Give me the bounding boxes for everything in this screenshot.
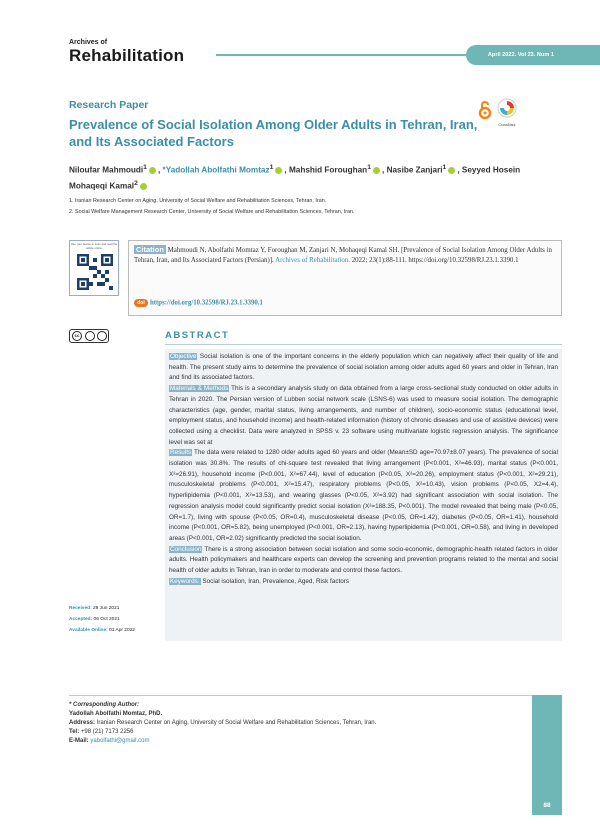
corresponding-divider — [69, 695, 562, 696]
nc-icon — [97, 331, 107, 341]
orcid-icon[interactable] — [140, 183, 147, 190]
corresponding-heading: * Corresponding Author: — [69, 702, 140, 708]
online-date — [69, 625, 135, 636]
citation-body: Mahmoudi N, Abolfathi Momtaz Y, Foroughan M, Zanjari N, Mohaqeqi Kamal SH. [Prevalence of Social Isolation Among Older Adults in Tehran, Iran, and Its Associated Factors (Persian)]. — [134, 247, 552, 264]
tel-label: Tel: — [69, 729, 80, 735]
objective-text: Social isolation is one of the important concerns in the elderly population which can negatively affect their quality of life and health. The present study aims to determine the prevalence of social isolation among older adults aged 60 years and older in Tehran, Iran and find its associated factors. — [169, 353, 558, 382]
qr-code-box[interactable] — [69, 240, 119, 296]
citation-text — [134, 245, 556, 265]
abstract-text — [169, 352, 558, 587]
open-access-icon[interactable] — [478, 100, 492, 120]
page-number: 88 — [532, 797, 562, 815]
author-list: Niloufar Mahmoudi$^1$ , *Yadollah Abolfathi Momtaz$^1$ , Mahshid Foroughan$^1$ , Nasibe Zanjari$^1$ , Seyyed Hosein Mohaqeqi Kamal$^2$ — [69, 164, 521, 191]
email-link[interactable]: yabolfathi@gmail.com — [90, 738, 150, 744]
address-value: Iranian Research Center on Aging, University of Social Welfare and Rehabilitation Sciences, Tehran, Iran. — [96, 720, 377, 726]
results-text: The data were related to 1280 older adults aged 60 years and older (Mean±SD age=70.97±8.07 years). The prevalence of social isolation was 30.8%. The results of chi-square test revealed that living arrangement (P<0.001, X²=46.93), marital status (P<0.001, X²=26.91), household income (P<0.001, X²=67.44), level of education (P<0.05, X²=20.26), employment status (P<0.001, X²=29.21), musculoskeletal problems (P<0.001, X²=15.47), respiratory problems (P<0.05, X²=10.43), vision problems (P<0.05, X2=4.4), hyperlipidemia (P<0.001, X²=13.53), and wearing glasses (P<0.05, X²=3.92) had significant association with social isolation. The regression analysis model could significantly predict social isolation (X²=188.35, P<0.001). The model revealed that being male (P<0.05, OR=1.7), living with spouse (P<0.05, OR=0.4), musculoskeletal disease (P<0.05, OR=1.42), diabetes (P<0.05, OR=1.41), household income (P<0.001, OR=5.82), being unemployed (P<0.001, OR=2.13), having hyperlipidemia (P<0.001, OR=0.58), and living in developed areas (P<0.001, OR=2.02) significantly predicted the social isolation. — [169, 449, 558, 542]
crossmark-icon — [497, 98, 517, 118]
online-label: Available Online: — [69, 628, 108, 633]
doi-icon: doi — [134, 299, 148, 307]
citation-label: Citation — [136, 245, 164, 254]
received-value: 29 Jun 2021 — [93, 606, 120, 611]
tel-value: +98 (21) 7173 2256 — [80, 729, 134, 735]
email-label: E-Mail: — [69, 738, 89, 744]
header-line — [216, 54, 466, 56]
keywords-label: Keywords: — [170, 577, 200, 585]
received-date — [69, 603, 135, 614]
accepted-label: Accepted: — [69, 617, 93, 622]
article-dates — [69, 603, 135, 636]
corresponding-email — [69, 737, 376, 746]
abstract-heading: ABSTRACT — [165, 330, 230, 341]
author-2: *Yadollah Abolfathi Momtaz — [162, 165, 270, 175]
citation-year-pages: 2022; 23(1):88-111. https://doi.org/10.32598/RJ.23.1.3390.1 — [351, 256, 519, 264]
objective-label: Objective — [170, 353, 197, 360]
corresponding-address — [69, 719, 376, 728]
orcid-icon[interactable] — [448, 167, 455, 174]
keywords-text: Social isolation, Iran, Prevalence, Aged, Risk factors — [202, 577, 350, 585]
journal-name-small: Archives of — [69, 39, 108, 46]
abstract-divider — [165, 344, 562, 345]
accepted-date — [69, 614, 135, 625]
doi-line[interactable] — [134, 299, 263, 307]
author-3: Mahshid Foroughan — [288, 165, 368, 175]
cc-icon: cc — [72, 331, 82, 341]
article-title: Prevalence of Social Isolation Among Older Adults in Tehran, Iran, and Its Associated Factors — [69, 117, 478, 149]
journal-name-big: Rehabilitation — [69, 46, 185, 65]
footer-side-bar — [532, 695, 562, 803]
methods-text: This is a secondary analysis study on data obtained from a large cross-sectional study conducted on older adults in Tehran in 2020. The Persian version of Lubben social network scale (LSNS-6) was used to measure social isolation. The demographic characteristics (age, gender, marital status, living arrangements, and number of children), socio-economic status (educational level, employment status, and household income) and health-related information (history of chronic diseases and use of assistive devices) were collected using a checklist. Data were analyzed in SPSS v. 23 software using multivariate logistic regression analysis. The significance level was set at — [169, 385, 559, 446]
citation-box — [128, 240, 562, 316]
doi-link[interactable]: https://doi.org/10.32598/RJ.23.1.3390.1 — [150, 299, 263, 307]
header-bar — [0, 44, 600, 66]
affiliation-1: 1. Iranian Research Center on Aging, University of Social Welfare and Rehabilitation Sciences, Tehran, Iran. — [69, 198, 327, 204]
affiliation-2: 2. Social Welfare Management Research Center, University of Social Welfare and Rehabilitation Sciences, Tehran, Iran. — [69, 209, 355, 215]
conclusion-label: Conclusion — [170, 545, 202, 553]
online-value: 01 Apr 2022 — [109, 628, 135, 633]
address-label: Address: — [69, 720, 96, 726]
crossmark-badge[interactable] — [497, 98, 517, 127]
orcid-icon[interactable] — [275, 167, 282, 174]
journal-link[interactable]: Archives of Rehabilitation. — [275, 256, 350, 264]
article-type: Research Paper — [69, 99, 149, 111]
author-1: Niloufar Mahmoudi — [69, 165, 144, 175]
orcid-icon[interactable] — [373, 167, 380, 174]
qr-code-icon — [77, 254, 113, 290]
header-band-end — [562, 45, 600, 65]
corresponding-author — [69, 701, 376, 746]
abstract-box — [165, 349, 562, 641]
methods-label: Materials & Methods — [170, 385, 229, 393]
results-label: Results — [170, 449, 192, 457]
corresponding-tel — [69, 728, 376, 737]
by-icon — [85, 331, 95, 341]
qr-caption: Use your device to scan and read the article online — [70, 242, 118, 250]
author-5: Seyyed Hosein Mohaqeqi Kamal — [69, 165, 521, 191]
creative-commons-badge[interactable] — [69, 329, 109, 343]
issue-info: April 2022. Vol 23. Num 1 — [487, 52, 554, 58]
author-4: Nasibe Zanjari — [386, 165, 443, 175]
issue-pill — [466, 45, 562, 65]
accepted-value: 06 Oct 2021 — [93, 617, 120, 622]
received-label: Received: — [69, 606, 92, 611]
corresponding-name: Yadollah Abolfathi Momtaz, PhD. — [69, 711, 163, 717]
conclusion-text: There is a strong association between social isolation and some socio-economic, demographic-health related factors in older adults. Health policymakers and healthcare experts can develop the screening and prevention programs related to the mental and social health of older adults in Tehran, Iran in order to moderate and control these factors. — [169, 545, 558, 575]
orcid-icon[interactable] — [149, 167, 156, 174]
crossmark-label: CrossMark — [498, 123, 516, 127]
